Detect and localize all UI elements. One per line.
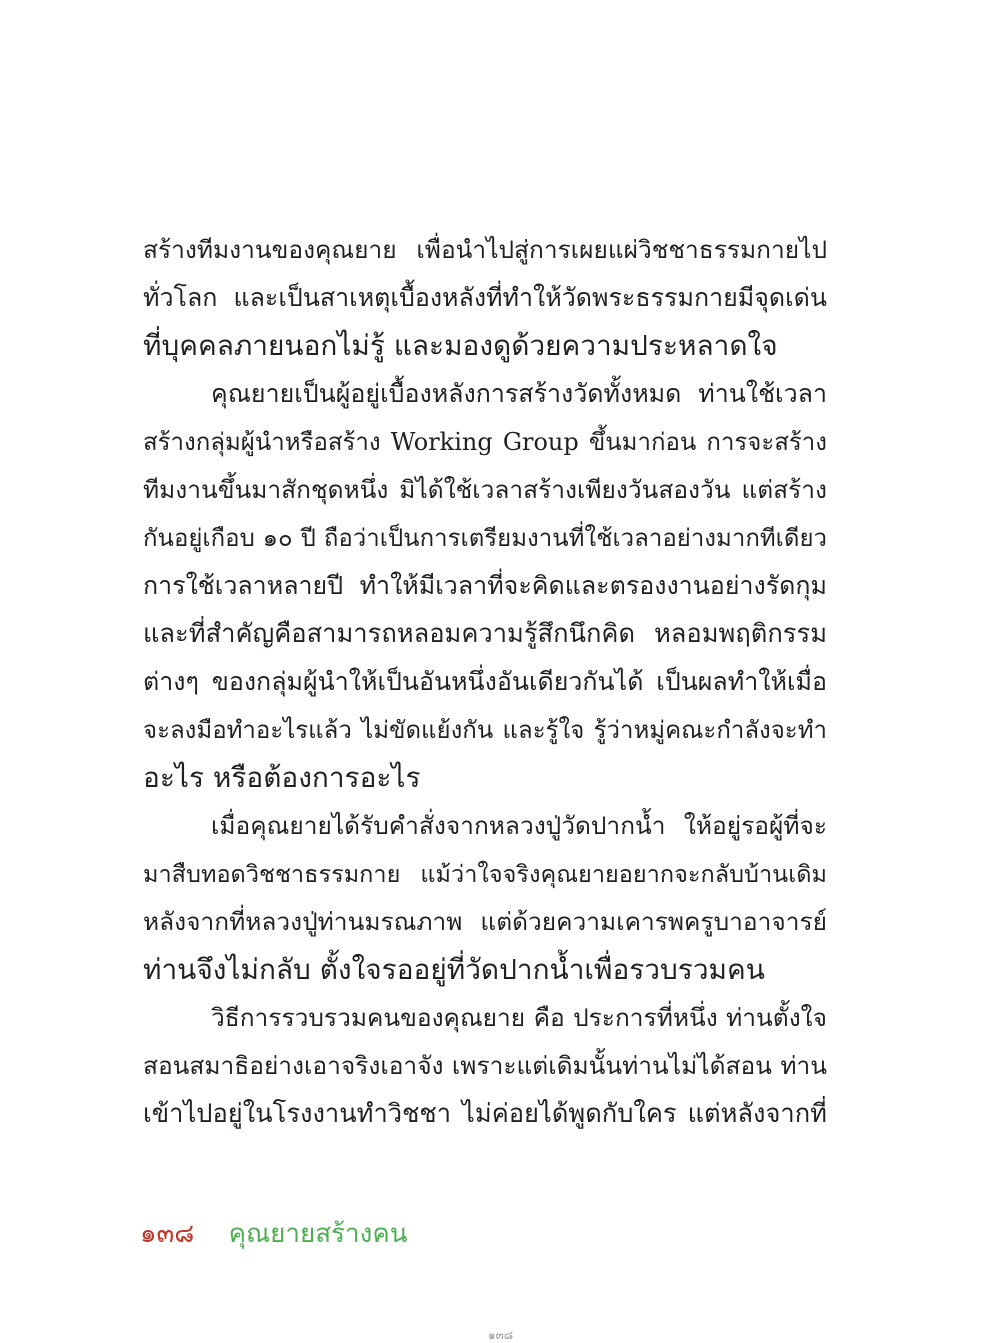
text-line: อะไร หรือต้องการอะไร bbox=[143, 761, 421, 794]
text-line: วิธีการรวบรวมคนของคุณยาย คือ ประการที่หนึ่ง ท่านตั้งใจ bbox=[211, 1003, 827, 1032]
text-line: มาสืบทอดวิชชาธรรมกาย แม้ว่าใจจริงคุณยายอยากจะกลับบ้านเดิม bbox=[143, 860, 827, 888]
text-line: กันอยู่เกือบ ๑๐ ปี ถือว่าเป็นการเตรียมงานที่ใช้เวลาอย่างมากทีเดียว bbox=[143, 524, 827, 552]
text-line: ท่านจึงไม่กลับ ตั้งใจรออยู่ที่วัดปากน้ำเพื่อรวบรวมคน bbox=[143, 953, 765, 986]
text-line: เข้าไปอยู่ในโรงงานทำวิชชา ไม่ค่อยได้พูดกับใคร แต่หลังจากที่ bbox=[143, 1099, 827, 1129]
paragraph-4 bbox=[143, 994, 827, 1138]
page-number: ๑๓๘ bbox=[140, 1219, 195, 1249]
page-footer bbox=[140, 1218, 408, 1250]
body-text bbox=[143, 226, 827, 1138]
text-line: เมื่อคุณยายได้รับคำสั่งจากหลวงปู่วัดปากน้ำ ให้อยู่รอผู้ที่จะ bbox=[211, 811, 827, 840]
paragraph-3 bbox=[143, 802, 827, 994]
text-line: หลังจากที่หลวงปู่ท่านมรณภาพ แต่ด้วยความเคารพครูบาอาจารย์ bbox=[143, 907, 827, 936]
text-line: คุณยายเป็นผู้อยู่เบื้องหลังการสร้างวัดทั้งหมด ท่านใช้เวลา bbox=[211, 379, 827, 408]
text-line: ทีมงานขึ้นมาสักชุดหนึ่ง มิได้ใช้เวลาสร้างเพียงวันสองวัน แต่สร้าง bbox=[143, 475, 827, 504]
text-line: จะลงมือทำอะไรแล้ว ไม่ขัดแย้งกัน และรู้ใจ รู้ว่าหมู่คณะกำลังจะทำ bbox=[143, 716, 827, 744]
text-line: การใช้เวลาหลายปี ทำให้มีเวลาที่จะคิดและตรองงานอย่างรัดกุม bbox=[143, 571, 827, 600]
text-line: ที่บุคคลภายนอกไม่รู้ และมองดูด้วยความประหลาดใจ bbox=[143, 329, 778, 362]
paragraph-2 bbox=[143, 370, 827, 802]
text-line: ต่างๆ ของกลุ่มผู้นำให้เป็นอันหนึ่งอันเดียวกันได้ เป็นผลทำให้เมื่อ bbox=[143, 667, 827, 696]
bottom-page-mark: ๑๓๘ bbox=[488, 1328, 514, 1342]
text-line: สอนสมาธิอย่างเอาจริงเอาจัง เพราะแต่เดิมนั้นท่านไม่ได้สอน ท่าน bbox=[143, 1051, 827, 1080]
text-line: สร้างกลุ่มผู้นำหรือสร้าง Working Group ขึ้นมาก่อน การจะสร้าง bbox=[143, 428, 827, 456]
book-title: คุณยายสร้างคน bbox=[228, 1219, 408, 1249]
paragraph-1 bbox=[143, 226, 827, 370]
text-line: สร้างทีมงานของคุณยาย เพื่อนำไปสู่การเผยแผ่วิชชาธรรมกายไป bbox=[143, 235, 827, 264]
text-line: ทั่วโลก และเป็นสาเหตุเบื้องหลังที่ทำให้วัดพระธรรมกายมีจุดเด่น bbox=[143, 283, 827, 312]
text-line: และที่สำคัญคือสามารถหลอมความรู้สึกนึกคิด หลอมพฤติกรรม bbox=[143, 619, 827, 649]
